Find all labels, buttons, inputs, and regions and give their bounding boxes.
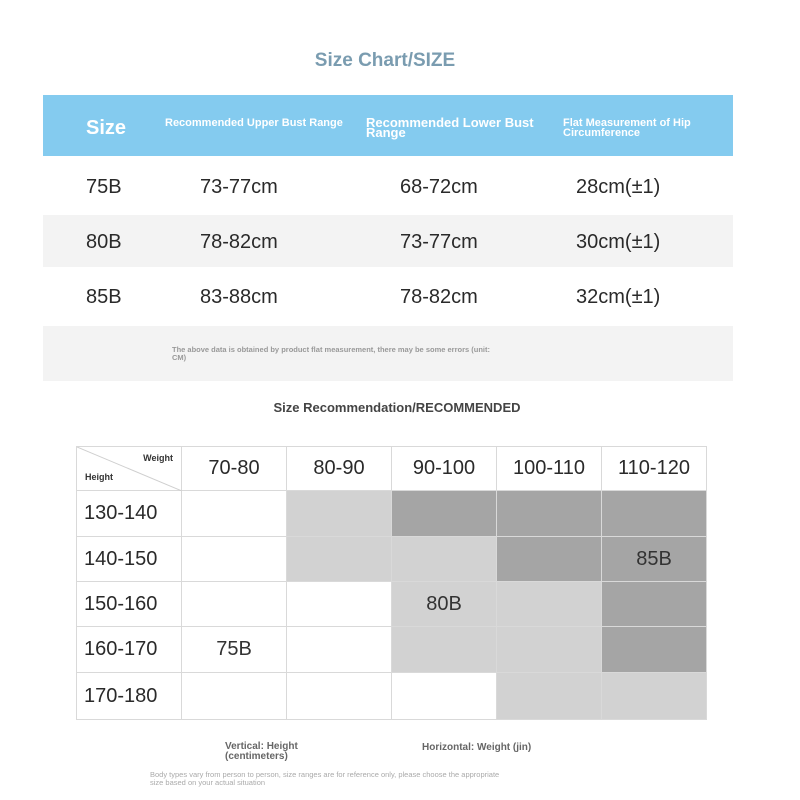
grid-cell <box>287 582 392 627</box>
hip-cell: 28cm(±1) <box>576 176 661 198</box>
weight-header: 70-80 <box>182 446 287 491</box>
size-label-85b: 85B <box>602 537 707 582</box>
height-header: 160-170 <box>76 627 182 673</box>
grid-cell <box>497 491 602 537</box>
lower-bust-cell: 68-72cm <box>400 176 478 198</box>
vertical-axis-note: Vertical: Height (centimeters) <box>225 741 298 762</box>
grid-cell <box>287 537 392 582</box>
upper-bust-cell: 73-77cm <box>200 176 278 198</box>
grid-cell <box>602 627 707 673</box>
weight-header: 110-120 <box>602 446 707 491</box>
grid-cell <box>182 582 287 627</box>
size-cell: 80B <box>86 231 122 253</box>
recommendation-title: Size Recommendation/RECOMMENDED <box>273 400 521 415</box>
weight-header: 90-100 <box>392 446 497 491</box>
grid-cell <box>182 537 287 582</box>
hip-cell: 32cm(±1) <box>576 286 661 308</box>
recommendation-grid <box>76 446 707 720</box>
grid-cell <box>392 491 497 537</box>
grid-cell <box>497 673 602 720</box>
grid-cell <box>392 673 497 720</box>
header-hip: Flat Measurement of Hip Circumference <box>563 117 691 139</box>
size-label-80b: 80B <box>392 582 497 627</box>
header-lower-bust: Recommended Lower Bust Range <box>366 115 534 140</box>
height-header: 170-180 <box>76 673 182 720</box>
grid-cell <box>497 582 602 627</box>
page-title: Size Chart/SIZE <box>314 50 456 71</box>
lower-bust-cell: 73-77cm <box>400 231 478 253</box>
height-header: 140-150 <box>76 537 182 582</box>
grid-cell <box>392 627 497 673</box>
header-size: Size <box>86 117 127 139</box>
measurement-note: The above data is obtained by product flat measurement, there may be some errors (unit: CM) <box>172 345 490 362</box>
grid-cell <box>287 627 392 673</box>
grid-cell <box>497 537 602 582</box>
height-header: 130-140 <box>76 491 182 537</box>
grid-cell <box>392 537 497 582</box>
hip-cell: 30cm(±1) <box>576 231 661 253</box>
header-upper-bust: Recommended Upper Bust Range <box>165 117 343 129</box>
weight-header: 100-110 <box>497 446 602 491</box>
grid-cell <box>602 491 707 537</box>
grid-cell <box>182 491 287 537</box>
grid-corner <box>76 446 182 491</box>
size-label-75b: 75B <box>182 627 287 673</box>
corner-weight-label: Weight <box>143 453 173 463</box>
disclaimer: Body types vary from person to person, size ranges are for reference only, please choose the appropriate size based on your actual situation <box>150 770 500 787</box>
weight-header: 80-90 <box>287 446 392 491</box>
upper-bust-cell: 78-82cm <box>200 231 278 253</box>
upper-bust-cell: 83-88cm <box>200 286 278 308</box>
grid-cell <box>182 673 287 720</box>
corner-height-label: Height <box>85 472 113 482</box>
grid-cell <box>287 491 392 537</box>
lower-bust-cell: 78-82cm <box>400 286 478 308</box>
grid-cell <box>287 673 392 720</box>
grid-cell <box>497 627 602 673</box>
size-cell: 85B <box>86 286 122 308</box>
horizontal-axis-note: Horizontal: Weight (jin) <box>422 742 532 753</box>
grid-cell <box>602 673 707 720</box>
size-cell: 75B <box>86 176 122 198</box>
height-header: 150-160 <box>76 582 182 627</box>
grid-cell <box>602 582 707 627</box>
